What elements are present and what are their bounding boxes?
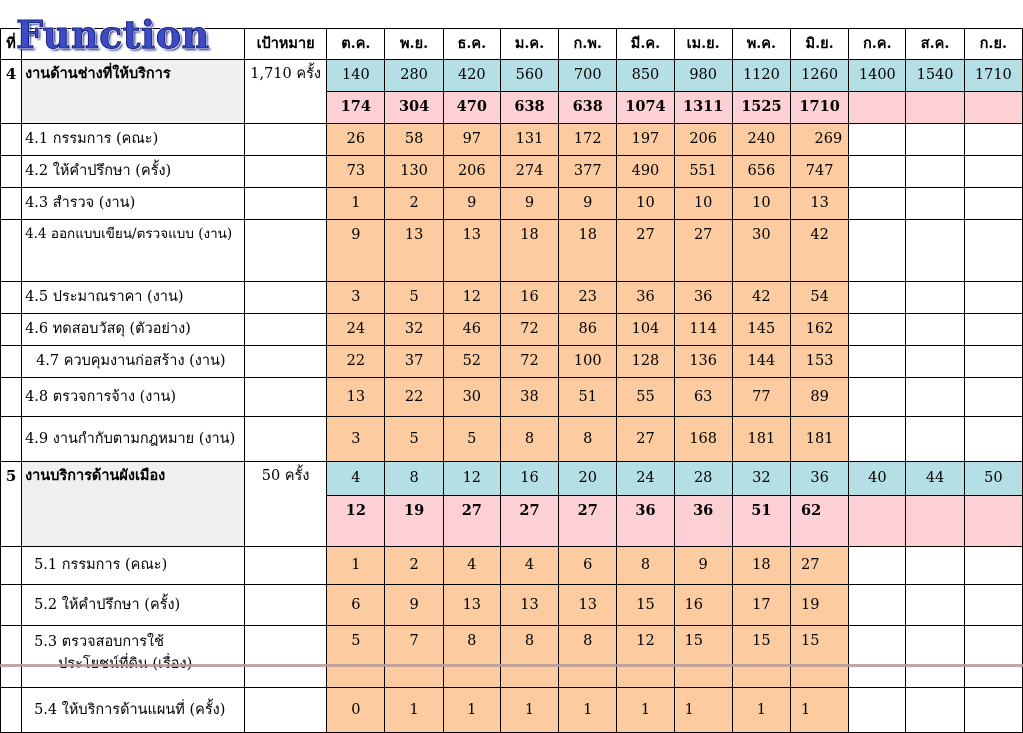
value-cell: 12 <box>443 282 500 314</box>
value-cell: 52 <box>443 346 500 378</box>
section-label: งานด้านช่างที่ให้บริการ <box>22 60 245 124</box>
value-cell: 131 <box>500 124 558 156</box>
actual-empty-cell <box>849 496 906 547</box>
table-row <box>1 626 1023 688</box>
value-cell: 3 <box>327 282 385 314</box>
value-cell: 8 <box>500 417 558 462</box>
value-cell: 55 <box>617 378 674 417</box>
actual-cell: 470 <box>443 92 500 124</box>
table-row <box>1 220 1023 282</box>
plan-cell: 1400 <box>849 60 906 92</box>
value-cell: 490 <box>617 156 674 188</box>
value-cell: 22 <box>385 378 443 417</box>
value-cell: 1 <box>327 188 385 220</box>
value-cell: 10 <box>617 188 674 220</box>
value-cell: 136 <box>674 346 732 378</box>
table-row <box>1 124 1023 156</box>
value-cell: 22 <box>327 346 385 378</box>
table-row <box>1 282 1023 314</box>
report-table-wrapper <box>0 28 1023 733</box>
value-cell: 13 <box>443 220 500 282</box>
actual-cell: 12 <box>327 496 385 547</box>
item-label: 4.7 ควบคุมงานก่อสร้าง (งาน) <box>22 346 245 378</box>
value-cell: 9 <box>500 188 558 220</box>
value-cell: 58 <box>385 124 443 156</box>
service-progress-table <box>0 28 1023 733</box>
col-header-target: เป้าหมาย <box>244 29 326 60</box>
value-cell: 100 <box>559 346 617 378</box>
table-row <box>1 378 1023 417</box>
value-cell: 13 <box>443 585 500 626</box>
plan-cell: 280 <box>385 60 443 92</box>
value-cell: 144 <box>732 346 790 378</box>
value-cell: 13 <box>791 188 849 220</box>
plan-cell: 28 <box>674 462 732 496</box>
item-label: 4.4 ออกแบบเขียน/ตรวจแบบ (งาน) <box>22 220 245 282</box>
actual-cell: 19 <box>385 496 443 547</box>
actual-cell: 174 <box>327 92 385 124</box>
value-cell: 1 <box>674 688 732 733</box>
value-cell: 10 <box>674 188 732 220</box>
value-cell: 5 <box>385 282 443 314</box>
actual-cell: 1710 <box>791 92 849 124</box>
col-header-month: ก.ย. <box>964 29 1022 60</box>
actual-cell: 36 <box>617 496 674 547</box>
plan-cell: 24 <box>617 462 674 496</box>
value-cell: 2 <box>385 188 443 220</box>
value-cell: 269 <box>791 124 849 156</box>
section-target: 1,710 ครั้ง <box>244 60 326 124</box>
value-cell: 114 <box>674 314 732 346</box>
value-cell: 274 <box>500 156 558 188</box>
plan-cell: 20 <box>559 462 617 496</box>
col-header-month: ก.พ. <box>559 29 617 60</box>
value-cell: 42 <box>791 220 849 282</box>
col-header-month: พ.ค. <box>732 29 790 60</box>
value-cell: 551 <box>674 156 732 188</box>
table-row <box>1 688 1023 733</box>
plan-cell: 1540 <box>906 60 964 92</box>
value-cell: 168 <box>674 417 732 462</box>
value-cell: 1 <box>327 547 385 585</box>
value-cell: 172 <box>559 124 617 156</box>
value-cell: 27 <box>617 220 674 282</box>
value-cell: 206 <box>443 156 500 188</box>
value-cell: 9 <box>559 188 617 220</box>
item-label: 4.9 งานกำกับตามกฎหมาย (งาน) <box>22 417 245 462</box>
section-label: งานบริการด้านผังเมือง <box>22 462 245 547</box>
plan-cell: 44 <box>906 462 964 496</box>
actual-cell: 62 <box>791 496 849 547</box>
item-label: 5.1 กรรมการ (คณะ) <box>22 547 245 585</box>
value-cell: 15 <box>617 585 674 626</box>
value-cell: 1 <box>443 688 500 733</box>
value-cell: 0 <box>327 688 385 733</box>
plan-cell: 1710 <box>964 60 1022 92</box>
value-cell: 104 <box>617 314 674 346</box>
value-cell: 77 <box>732 378 790 417</box>
slide-title: Function <box>16 12 210 57</box>
item-label: 4.8 ตรวจการจ้าง (งาน) <box>22 378 245 417</box>
value-cell: 1 <box>500 688 558 733</box>
value-cell: 13 <box>500 585 558 626</box>
value-cell: 6 <box>327 585 385 626</box>
value-cell: 19 <box>791 585 849 626</box>
value-cell: 26 <box>327 124 385 156</box>
value-cell: 30 <box>443 378 500 417</box>
value-cell: 51 <box>559 378 617 417</box>
plan-cell: 140 <box>327 60 385 92</box>
value-cell: 5 <box>443 417 500 462</box>
table-row <box>1 314 1023 346</box>
value-cell: 13 <box>327 378 385 417</box>
table-row <box>1 417 1023 462</box>
value-cell: 24 <box>327 314 385 346</box>
item-label: 4.3 สำรวจ (งาน) <box>22 188 245 220</box>
value-cell: 1 <box>791 688 849 733</box>
actual-empty-cell <box>964 92 1022 124</box>
plan-cell: 32 <box>732 462 790 496</box>
value-cell: 8 <box>617 547 674 585</box>
value-cell: 1 <box>732 688 790 733</box>
plan-cell: 4 <box>327 462 385 496</box>
value-cell: 9 <box>327 220 385 282</box>
value-cell: 747 <box>791 156 849 188</box>
value-cell: 13 <box>385 220 443 282</box>
value-cell: 197 <box>617 124 674 156</box>
col-header-no: ที่ <box>1 29 22 60</box>
value-cell: 8 <box>559 417 617 462</box>
col-header-month: เม.ย. <box>674 29 732 60</box>
value-cell: 6 <box>559 547 617 585</box>
plan-cell: 8 <box>385 462 443 496</box>
actual-cell: 638 <box>559 92 617 124</box>
value-cell: 1 <box>385 688 443 733</box>
value-cell: 4 <box>443 547 500 585</box>
table-row <box>1 585 1023 626</box>
actual-cell: 27 <box>559 496 617 547</box>
actual-cell: 36 <box>674 496 732 547</box>
value-cell: 181 <box>791 417 849 462</box>
value-cell: 128 <box>617 346 674 378</box>
section-number: 5 <box>1 462 22 547</box>
section-4-plan-row <box>1 60 1023 92</box>
plan-cell: 980 <box>674 60 732 92</box>
value-cell: 18 <box>732 547 790 585</box>
value-cell: 97 <box>443 124 500 156</box>
value-cell: 153 <box>791 346 849 378</box>
table-row <box>1 346 1023 378</box>
actual-cell: 1074 <box>617 92 674 124</box>
value-cell: 181 <box>732 417 790 462</box>
plan-cell: 1120 <box>732 60 790 92</box>
value-cell: 8 <box>443 626 500 688</box>
plan-cell: 16 <box>500 462 558 496</box>
value-cell: 37 <box>385 346 443 378</box>
section-target: 50 ครั้ง <box>244 462 326 547</box>
value-cell: 27 <box>617 417 674 462</box>
item-label: 5.2 ให้คำปรึกษา (ครั้ง) <box>22 585 245 626</box>
value-cell: 42 <box>732 282 790 314</box>
value-cell: 18 <box>559 220 617 282</box>
plan-cell: 420 <box>443 60 500 92</box>
value-cell: 3 <box>327 417 385 462</box>
value-cell: 8 <box>500 626 558 688</box>
table-row <box>1 156 1023 188</box>
value-cell: 15 <box>791 626 849 688</box>
value-cell: 145 <box>732 314 790 346</box>
value-cell: 1 <box>617 688 674 733</box>
item-label: 4.6 ทดสอบวัสดุ (ตัวอย่าง) <box>22 314 245 346</box>
actual-empty-cell <box>849 92 906 124</box>
plan-cell: 40 <box>849 462 906 496</box>
plan-cell: 1260 <box>791 60 849 92</box>
col-header-month: พ.ย. <box>385 29 443 60</box>
item-label: 4.2 ให้คำปรึกษา (ครั้ง) <box>22 156 245 188</box>
value-cell: 162 <box>791 314 849 346</box>
value-cell: 377 <box>559 156 617 188</box>
value-cell: 17 <box>732 585 790 626</box>
plan-cell: 12 <box>443 462 500 496</box>
actual-cell: 27 <box>443 496 500 547</box>
actual-cell: 1311 <box>674 92 732 124</box>
actual-cell: 638 <box>500 92 558 124</box>
divider-line <box>0 664 1023 667</box>
value-cell: 656 <box>732 156 790 188</box>
plan-cell: 50 <box>964 462 1022 496</box>
value-cell: 13 <box>559 585 617 626</box>
value-cell: 10 <box>732 188 790 220</box>
section-5-plan-row <box>1 462 1023 496</box>
value-cell: 36 <box>674 282 732 314</box>
value-cell: 15 <box>732 626 790 688</box>
value-cell: 9 <box>385 585 443 626</box>
plan-cell: 36 <box>791 462 849 496</box>
col-header-month: มี.ค. <box>617 29 674 60</box>
item-label: 4.5 ประมาณราคา (งาน) <box>22 282 245 314</box>
value-cell: 73 <box>327 156 385 188</box>
value-cell: 54 <box>791 282 849 314</box>
value-cell: 2 <box>385 547 443 585</box>
value-cell: 5 <box>385 417 443 462</box>
value-cell: 7 <box>385 626 443 688</box>
item-label: 5.4 ให้บริการด้านแผนที่ (ครั้ง) <box>22 688 245 733</box>
value-cell: 9 <box>674 547 732 585</box>
value-cell: 12 <box>617 626 674 688</box>
value-cell: 130 <box>385 156 443 188</box>
value-cell: 23 <box>559 282 617 314</box>
plan-cell: 700 <box>559 60 617 92</box>
value-cell: 16 <box>674 585 732 626</box>
value-cell: 18 <box>500 220 558 282</box>
actual-empty-cell <box>906 496 964 547</box>
actual-cell: 304 <box>385 92 443 124</box>
col-header-month: ส.ค. <box>906 29 964 60</box>
item-label: 5.3 ตรวจสอบการใช้ <box>22 626 245 688</box>
value-cell: 206 <box>674 124 732 156</box>
col-header-month: ธ.ค. <box>443 29 500 60</box>
col-header-month: ต.ค. <box>327 29 385 60</box>
col-header-month: ก.ค. <box>849 29 906 60</box>
value-cell: 46 <box>443 314 500 346</box>
actual-cell: 1525 <box>732 92 790 124</box>
value-cell: 15 <box>674 626 732 688</box>
section-number: 4 <box>1 60 22 124</box>
value-cell: 9 <box>443 188 500 220</box>
col-header-month: ม.ค. <box>500 29 558 60</box>
value-cell: 240 <box>732 124 790 156</box>
value-cell: 36 <box>617 282 674 314</box>
value-cell: 27 <box>674 220 732 282</box>
actual-cell: 51 <box>732 496 790 547</box>
value-cell: 30 <box>732 220 790 282</box>
value-cell: 63 <box>674 378 732 417</box>
value-cell: 4 <box>500 547 558 585</box>
value-cell: 16 <box>500 282 558 314</box>
actual-cell: 27 <box>500 496 558 547</box>
value-cell: 72 <box>500 314 558 346</box>
value-cell: 38 <box>500 378 558 417</box>
actual-empty-cell <box>964 496 1022 547</box>
value-cell: 72 <box>500 346 558 378</box>
plan-cell: 560 <box>500 60 558 92</box>
value-cell: 27 <box>791 547 849 585</box>
value-cell: 8 <box>559 626 617 688</box>
table-row <box>1 188 1023 220</box>
value-cell: 86 <box>559 314 617 346</box>
table-row <box>1 547 1023 585</box>
value-cell: 1 <box>559 688 617 733</box>
actual-empty-cell <box>906 92 964 124</box>
col-header-month: มิ.ย. <box>791 29 849 60</box>
item-label: 4.1 กรรมการ (คณะ) <box>22 124 245 156</box>
value-cell: 32 <box>385 314 443 346</box>
value-cell: 89 <box>791 378 849 417</box>
plan-cell: 850 <box>617 60 674 92</box>
value-cell: 5 <box>327 626 385 688</box>
